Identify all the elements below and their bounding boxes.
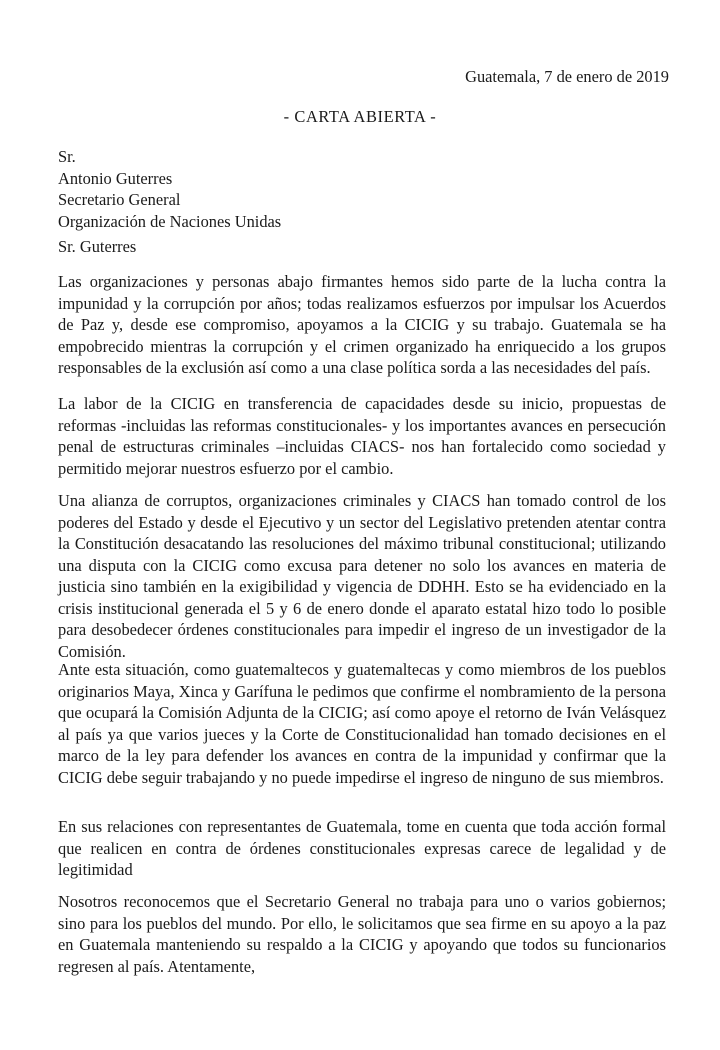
paragraph-1: Las organizaciones y personas abajo firmantes hemos sido parte de la lucha contra la impunidad y la corrupción por años; todas realizamos esfuerzos por impulsar los Acuerdos de Paz y, desde ese compromiso, apoyamos a la CICIG y su trabajo. Guatemala se ha empobrecido mientras la corrupción y el crimen organizado ha enriquecido a los grupos responsables de la exclusión así como a una clase política sorda a las necesidades del país. (58, 272, 666, 377)
recipient-block (58, 146, 281, 232)
recipient-name: Antonio Guterres (58, 168, 173, 188)
recipient-position: Secretario General (58, 190, 181, 209)
letter-title: - CARTA ABIERTA - (283, 107, 437, 126)
paragraph-2: La labor de la CICIG en transferencia de capacidades desde su inicio, propuestas de reformas -incluidas las reformas constitucionales- y los importantes avances en persecución penal de estructuras criminales –incluidas CIACS- nos han fortalecido como sociedad y permitido mejorar nuestros esfuerzo por el cambio. (58, 394, 666, 478)
salutation: Sr. Guterres (58, 237, 137, 256)
paragraph-6: Nosotros reconocemos que el Secretario General no trabaja para uno o varios gobiernos; sino para los pueblos del mundo. Por ello, le solicitamos que sea firme en su apoyo a la paz en Guatemala manteniendo su respaldo a la CICIG y apoyando que todos su funcionarios regresen al país. Atentamente, (58, 892, 666, 976)
recipient-organization: Organización de Naciones Unidas (58, 211, 282, 231)
paragraph-5: En sus relaciones con representantes de Guatemala, tome en cuenta que toda acción formal que realicen en contra de órdenes constitucionales expresas carece de legalidad y de legitimidad (58, 817, 666, 879)
paragraph-3: Una alianza de corruptos, organizaciones criminales y CIACS han tomado control de los poderes del Estado y desde el Ejecutivo y un sector del Legislativo pretenden atentar contra la Constitución desacatando las resoluciones del máximo tribunal constitucional; utilizando una disputa con la CICIG como excusa para detener no solo los avances en materia de justicia sino también en la exigibilidad y vigencia de DDHH. Esto se ha evidenciado en la crisis institucional generada el 5 y 6 de enero donde el aparato estatal hizo todo lo posible para desobedecer órdenes constitucionales para impedir el ingreso de un investigador de la Comisión. (58, 491, 666, 661)
paragraph-4: Ante esta situación, como guatemaltecos y guatemaltecas y como miembros de los pueblos originarios Maya, Xinca y Garífuna le pedimos que confirme el nombramiento de la persona que ocupará la Comisión Adjunta de la CICIG; así como apoye el retorno de Iván Velásquez al país ya que varios jueces y la Corte de Constitucionalidad han tomado decisiones en el marco de la ley para defender los avances en contra de la impunidad y confirmar que la CICIG debe seguir trabajando y no puede impedirse el ingreso de ninguno de sus miembros. (58, 660, 666, 787)
date-line: Guatemala, 7 de enero de 2019 (465, 67, 669, 86)
recipient-honorific: Sr. (58, 147, 76, 166)
